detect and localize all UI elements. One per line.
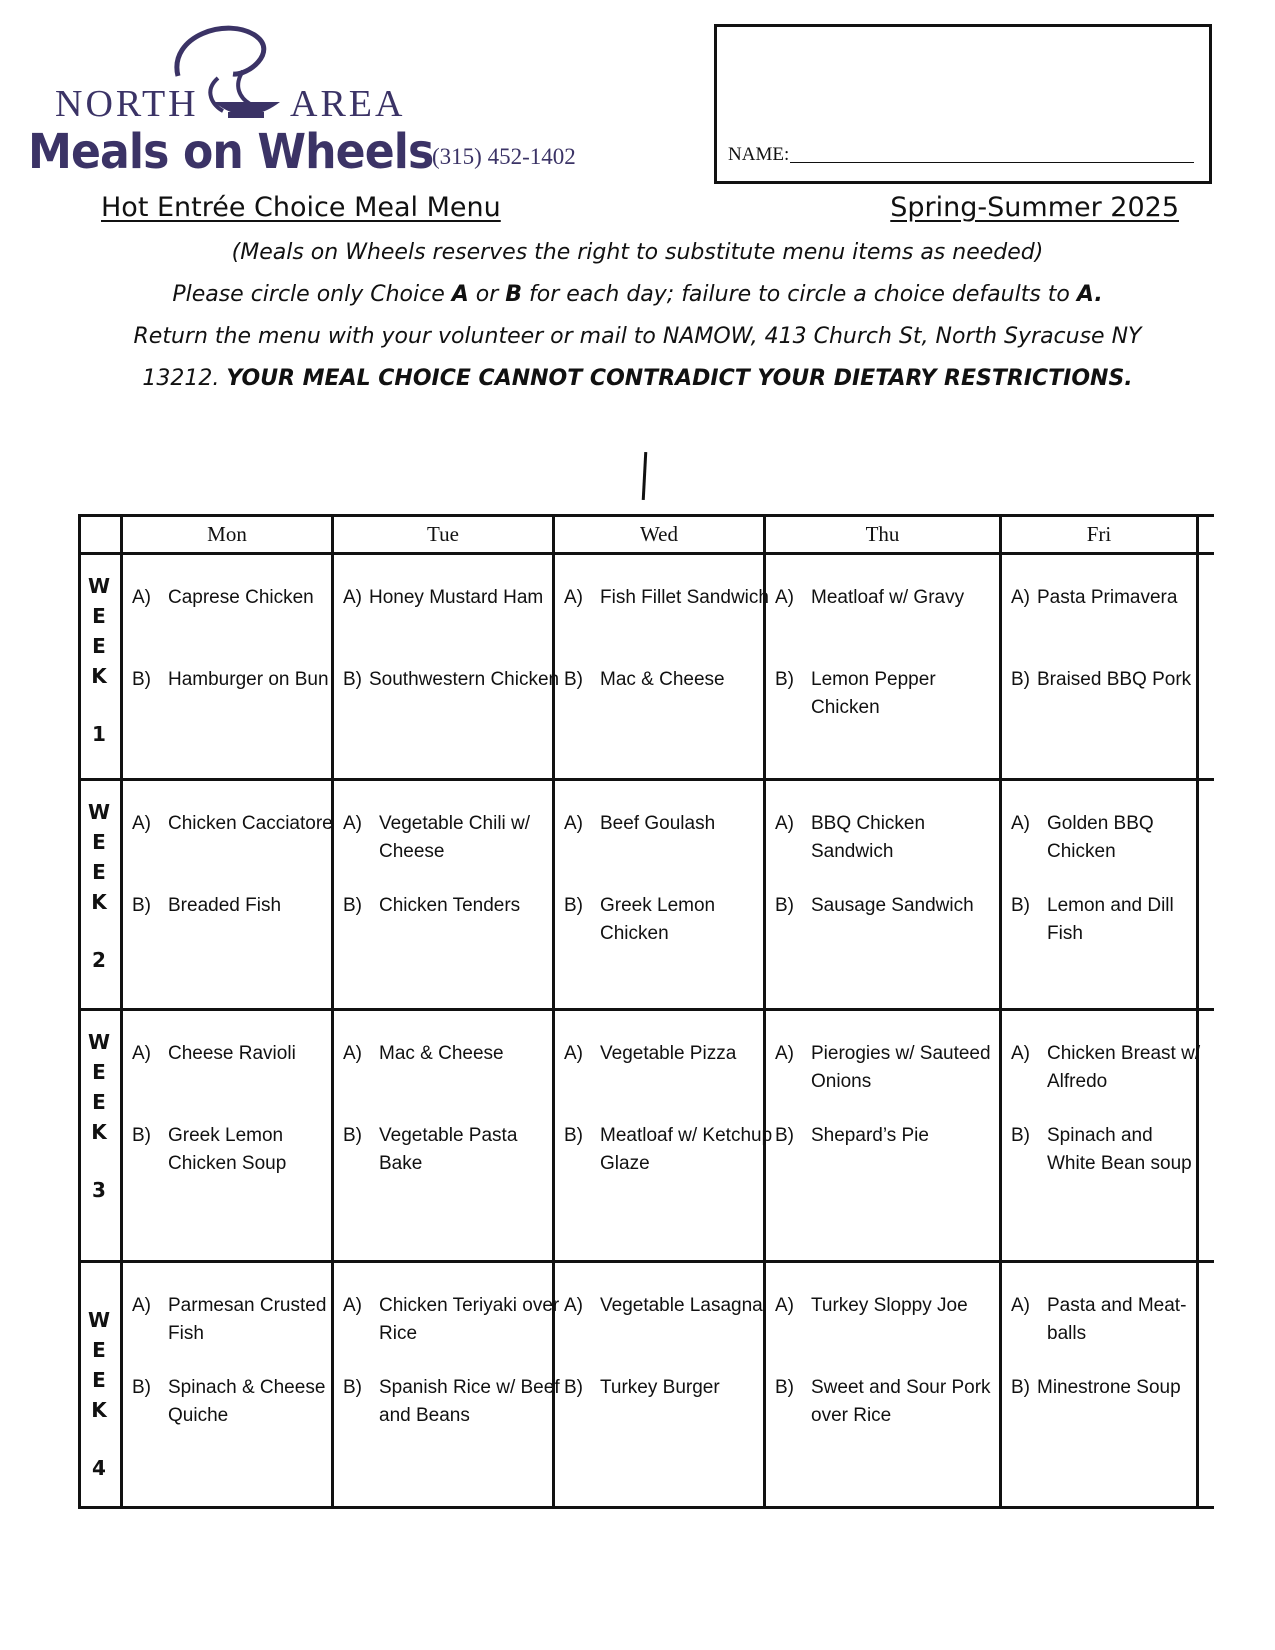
meal-choice-a: Mac & Cheese (379, 1043, 504, 1064)
instruction-text: Please circle only Choice (172, 282, 452, 307)
week-number-2: 2 (92, 948, 106, 972)
meal-choice-b: Turkey Burger (600, 1377, 720, 1398)
meal-choice-b: Bake (379, 1153, 423, 1174)
name-input-line[interactable] (790, 162, 1194, 163)
week-label-letter: W (87, 1308, 111, 1332)
meal-choice-a: balls (1047, 1323, 1087, 1344)
meal-choice-b: Braised BBQ Pork (1037, 669, 1192, 690)
meal-choice-a: Vegetable Chili w/ (379, 813, 531, 834)
option-a-label: A) (775, 1043, 794, 1064)
grid-lines (78, 514, 1214, 1514)
option-a-label: A) (564, 1043, 583, 1064)
instruction-line-2 (0, 282, 1275, 307)
option-a-label: A) (132, 1295, 151, 1316)
meal-choice-a: Onions (811, 1071, 872, 1092)
meal-choice-b: Quiche (168, 1405, 229, 1426)
meal-choice-b: Greek Lemon (168, 1125, 284, 1146)
option-b-label: B) (1011, 669, 1030, 690)
option-a-label: A) (564, 587, 583, 608)
meal-choice-b: Chicken Tenders (379, 895, 521, 916)
meal-choice-a: Golden BBQ (1047, 813, 1154, 834)
week-label-letter: E (92, 1060, 106, 1084)
week-label-letter: E (92, 830, 106, 854)
meal-choice-b: Hamburger on Bun (168, 669, 329, 690)
meal-choice-a: Fish (168, 1323, 204, 1344)
meal-choice-b: Greek Lemon (600, 895, 716, 916)
meal-choice-a: Chicken Teriyaki over (379, 1295, 560, 1316)
option-b-label: B) (775, 1125, 794, 1146)
day-header-wed: Wed (640, 522, 678, 546)
option-a-label: A) (775, 813, 794, 834)
logo-brand-text: Meals on Wheels (28, 124, 434, 180)
day-header-mon: Mon (207, 522, 247, 546)
instruction-emphasis: A. (1076, 282, 1103, 307)
meal-choice-a: Vegetable Lasagna (600, 1295, 763, 1316)
instruction-line-4 (0, 366, 1275, 391)
option-a-label: A) (1011, 1295, 1030, 1316)
option-b-label: B) (775, 895, 794, 916)
meal-choice-b: Spanish Rice w/ Beef (379, 1377, 560, 1398)
option-a-label: A) (1011, 1043, 1030, 1064)
week-label-letter: W (87, 800, 111, 824)
week-number-1: 1 (92, 722, 106, 746)
meal-choice-a: Caprese Chicken (168, 587, 314, 608)
meal-choice-b: Sausage Sandwich (811, 895, 974, 916)
menu-grid (78, 514, 1214, 1514)
meal-choice-a: Cheese Ravioli (168, 1043, 296, 1064)
meal-choice-b: White Bean soup (1047, 1153, 1192, 1174)
option-a-label: A) (132, 1043, 151, 1064)
meal-choice-b: Chicken (600, 923, 669, 944)
meal-choice-b: Fish (1047, 923, 1083, 944)
week-number-3: 3 (92, 1178, 106, 1202)
option-b-label: B) (564, 669, 583, 690)
week-label-letter: W (87, 1030, 111, 1054)
instruction-emphasis: A (451, 282, 469, 307)
logo-north-text: NORTH (55, 83, 199, 125)
menu-title: Hot Entrée Choice Meal Menu (101, 192, 501, 223)
meal-choice-b: Glaze (600, 1153, 650, 1174)
option-b-label: B) (1011, 1125, 1030, 1146)
meal-choice-a: Rice (379, 1323, 418, 1344)
option-b-label: B) (1011, 1377, 1030, 1398)
day-header-tue: Tue (427, 522, 459, 546)
instruction-line-3: Return the menu with your volunteer or mail to NAMOW, 413 Church St, North Syracuse NY (133, 324, 1142, 349)
meal-choice-b: Sweet and Sour Pork (811, 1377, 991, 1398)
week-label-letter: E (92, 860, 106, 884)
option-a-label: A) (1011, 587, 1030, 608)
week-label-letter: E (92, 1338, 106, 1362)
meal-choice-b: Shepard’s Pie (811, 1125, 929, 1146)
meal-choice-b: Lemon Pepper (811, 669, 936, 690)
meal-choice-a: Pasta and Meat- (1047, 1295, 1187, 1316)
option-b-label: B) (564, 1125, 583, 1146)
meal-choice-a: Vegetable Pizza (600, 1043, 737, 1064)
week-label-letter: E (92, 1090, 106, 1114)
meal-choice-a: Chicken Cacciatore (168, 813, 333, 834)
option-b-label: B) (132, 1377, 151, 1398)
option-a-label: A) (564, 1295, 583, 1316)
meal-choice-a: Parmesan Crusted (168, 1295, 327, 1316)
option-b-label: B) (343, 669, 362, 690)
instruction-text: for each day; failure to circle a choice defaults to (522, 282, 1077, 307)
option-b-label: B) (132, 1125, 151, 1146)
option-b-label: B) (1011, 895, 1030, 916)
meal-choice-b: Chicken (811, 697, 880, 718)
option-a-label: A) (343, 813, 362, 834)
phone-number: (315) 452-1402 (432, 144, 576, 169)
week-label-letter: E (92, 634, 106, 658)
instruction-line-1: (Meals on Wheels reserves the right to substitute menu items as needed) (231, 240, 1044, 265)
meal-choice-a: Alfredo (1047, 1071, 1108, 1092)
meal-choice-b: Lemon and Dill (1047, 895, 1174, 916)
option-b-label: B) (343, 1125, 362, 1146)
meal-choice-b: and Beans (379, 1405, 470, 1426)
option-b-label: B) (564, 895, 583, 916)
meal-choice-a: BBQ Chicken (811, 813, 926, 834)
option-b-label: B) (343, 895, 362, 916)
meal-choice-b: Minestrone Soup (1037, 1377, 1181, 1398)
day-header-thu: Thu (865, 522, 900, 546)
week-label-letter: W (87, 574, 111, 598)
option-b-label: B) (132, 669, 151, 690)
instruction-text: 13212. (142, 366, 227, 391)
option-a-label: A) (132, 813, 151, 834)
meal-choice-b: over Rice (811, 1405, 892, 1426)
option-a-label: A) (775, 587, 794, 608)
season-title: Spring-Summer 2025 (890, 192, 1179, 223)
option-b-label: B) (564, 1377, 583, 1398)
meal-choice-b: Mac & Cheese (600, 669, 725, 690)
option-a-label: A) (775, 1295, 794, 1316)
week-label-letter: E (92, 1368, 106, 1392)
meal-choice-b: Meatloaf w/ Ketchup (600, 1125, 773, 1146)
meal-choice-b: Southwestern Chicken (369, 669, 560, 690)
week-number-4: 4 (92, 1456, 106, 1480)
option-a-label: A) (564, 813, 583, 834)
logo-area-text: AREA (290, 83, 406, 125)
option-a-label: A) (343, 1043, 362, 1064)
meal-choice-b: Spinach and (1047, 1125, 1153, 1146)
option-b-label: B) (775, 1377, 794, 1398)
week-label-letter: K (91, 1398, 107, 1422)
name-label: NAME: (728, 144, 790, 165)
option-b-label: B) (343, 1377, 362, 1398)
meal-choice-b: Breaded Fish (168, 895, 282, 916)
option-b-label: B) (132, 895, 151, 916)
week-label-letter: E (92, 604, 106, 628)
meal-choice-b: Vegetable Pasta (379, 1125, 518, 1146)
meal-choice-a: Chicken (1047, 841, 1116, 862)
meal-choice-a: Pierogies w/ Sauteed (811, 1043, 991, 1064)
meal-choice-a: Meatloaf w/ Gravy (811, 587, 965, 608)
meal-choice-a: Pasta Primavera (1037, 587, 1178, 608)
meal-choice-a: Chicken Breast w/ (1047, 1043, 1201, 1064)
week-label-letter: K (91, 1120, 107, 1144)
option-a-label: A) (132, 587, 151, 608)
pen-mark (642, 452, 648, 500)
meal-choice-a: Turkey Sloppy Joe (811, 1295, 968, 1316)
option-a-label: A) (343, 1295, 362, 1316)
meal-choice-b: Spinach & Cheese (168, 1377, 326, 1398)
meal-choice-a: Sandwich (811, 841, 894, 862)
option-b-label: B) (775, 669, 794, 690)
option-a-label: A) (343, 587, 362, 608)
meal-choice-a: Beef Goulash (600, 813, 716, 834)
day-header-fri: Fri (1086, 522, 1112, 546)
meal-choice-b: Chicken Soup (168, 1153, 287, 1174)
week-label-letter: K (91, 664, 107, 688)
meal-choice-a: Cheese (379, 841, 445, 862)
instruction-emphasis: B (505, 282, 523, 307)
instruction-warning: YOUR MEAL CHOICE CANNOT CONTRADICT YOUR DIETARY RESTRICTIONS. (226, 366, 1133, 391)
instruction-text: or (468, 282, 506, 307)
week-label-letter: K (91, 890, 107, 914)
meal-choice-a: Honey Mustard Ham (369, 587, 544, 608)
meal-choice-a: Fish Fillet Sandwich (600, 587, 769, 608)
option-a-label: A) (1011, 813, 1030, 834)
